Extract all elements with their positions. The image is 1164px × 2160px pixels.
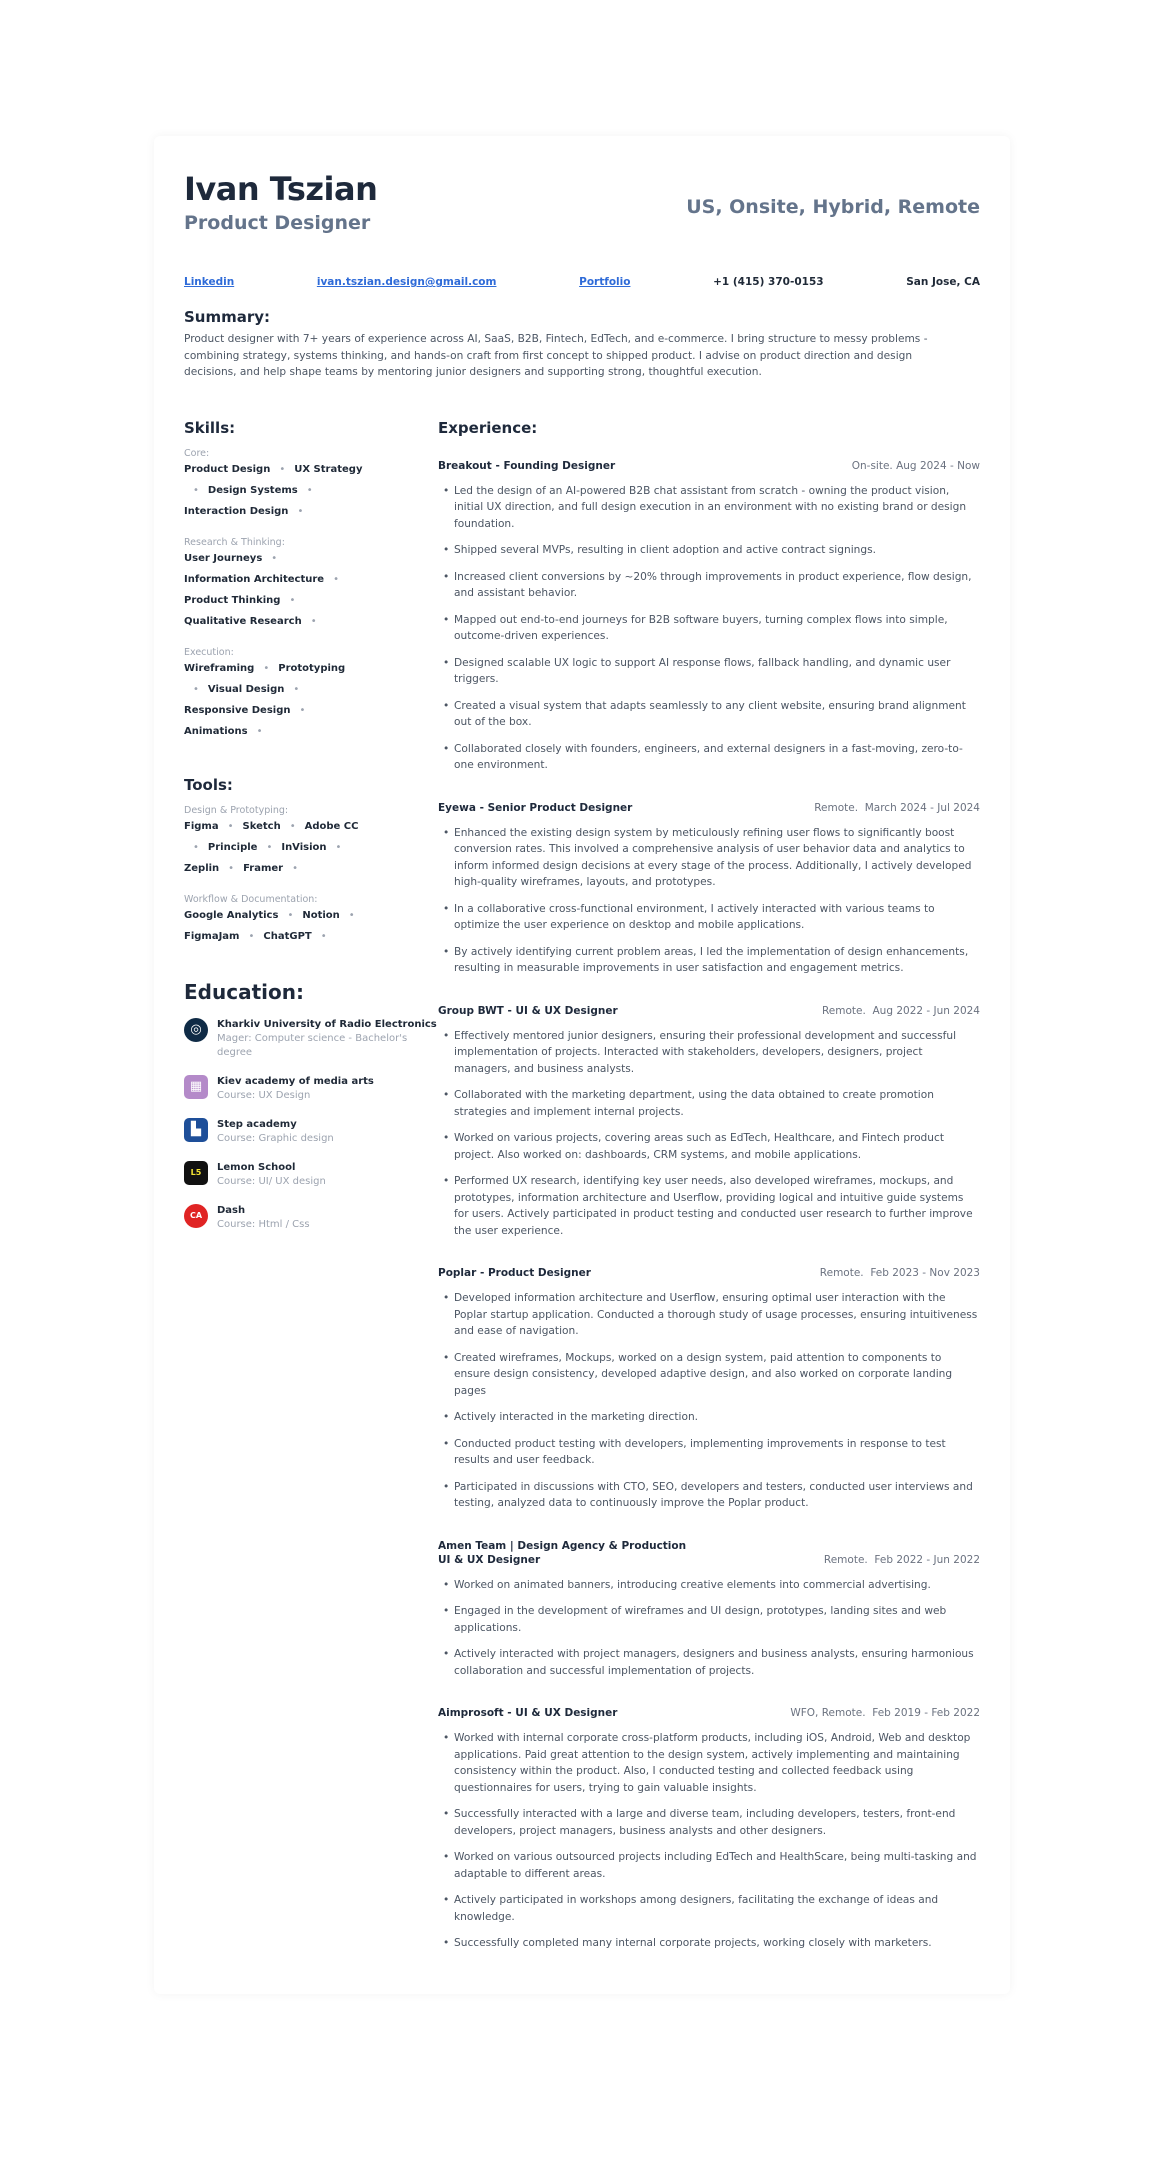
job-meta: Remote. Feb 2023 - Nov 2023 (819, 1267, 980, 1279)
job-bullets (438, 1577, 980, 1680)
tools-groups (184, 805, 438, 947)
experience-title: Experience: (438, 418, 538, 437)
job-bullet: • Increased client conversions by ~20% through improvements in product experience, flow design, and assistant behavior. (438, 569, 980, 602)
education-title: Education: (184, 979, 304, 1004)
job-bullet: • Led the design of an AI-powered B2B chat assistant from scratch - owning the product vision, initial UX direction, and full design execution in an environment with no existing brand or design foundation. (438, 483, 980, 533)
skills-groups (184, 448, 438, 742)
linkedin-link[interactable]: Linkedin (184, 276, 235, 288)
separator-dot: • (193, 841, 199, 853)
job-bullets (438, 483, 980, 774)
skills-group-label: Execution: (184, 646, 234, 658)
skills-chip: Prototyping (278, 662, 346, 674)
separator-dot: • (263, 662, 270, 674)
education-course: Course: UI/ UX design (217, 1175, 326, 1187)
job-entry (438, 459, 980, 774)
job-bullet: • By actively identifying current problem areas, I led the implementation of design enhancements, resulting in measurable improvements in user satisfaction and engagement metrics. (438, 944, 980, 977)
skills-chip: UX Strategy (294, 463, 363, 475)
resume-content (184, 170, 980, 1962)
separator-dot: • (292, 862, 298, 874)
job-bullet: • Created a visual system that adapts seamlessly to any client website, ensuring brand alignment out of the box. (438, 698, 980, 731)
job-bullet: • Worked on animated banners, introducing creative elements into commercial advertising. (438, 1577, 980, 1594)
tools-group-label: Workflow & Documentation: (184, 893, 318, 905)
education-name: Lemon School (217, 1161, 296, 1173)
separator-dot: • (293, 683, 300, 695)
job-bullets (438, 825, 980, 977)
experience-list (438, 459, 980, 1952)
job-header (438, 1004, 980, 1018)
separator-dot: • (266, 841, 273, 853)
resume-header (184, 170, 980, 236)
job-bullet: • Successfully interacted with a large and diverse team, including developers, testers, front-end developers, project managers, business analysts and other designers. (438, 1806, 980, 1839)
job-bullet: • Successfully completed many internal corporate projects, working closely with marketers. (438, 1935, 980, 1952)
job-meta: Remote. March 2024 - Jul 2024 (814, 801, 980, 814)
separator-dot: • (310, 615, 317, 627)
job-title-block (438, 1706, 617, 1720)
job-header (438, 1706, 980, 1720)
job-bullet: • Actively participated in workshops among designers, facilitating the exchange of ideas and knowledge. (438, 1892, 980, 1925)
skills-chip-list (184, 658, 364, 742)
skills-chip: Qualitative Research (184, 615, 302, 627)
job-bullet: • Shipped several MVPs, resulting in client adoption and active contract signings. (438, 542, 980, 559)
tools-chip: Google Analytics (184, 909, 279, 921)
separator-dot: • (193, 484, 199, 496)
lemon-school-logo-icon: L5 (184, 1161, 208, 1185)
job-bullets (438, 1290, 980, 1512)
job-meta: Remote. Aug 2022 - Jun 2024 (821, 1004, 980, 1017)
tools-title: Tools: (184, 775, 233, 794)
separator-dot: • (271, 552, 278, 564)
education-item (184, 1204, 438, 1232)
tools-chip: Notion (302, 909, 340, 921)
education-name: Dash (217, 1204, 246, 1216)
job-entry (438, 801, 980, 977)
tools-group-label: Design & Prototyping: (184, 804, 289, 816)
skills-chip: Wireframing (184, 662, 255, 674)
separator-dot: • (320, 930, 327, 942)
job-entry (438, 1004, 980, 1240)
city: San Jose, CA (906, 276, 980, 288)
job-title-block (438, 1266, 591, 1280)
tools-chip: ChatGPT (263, 930, 312, 942)
separator-dot: • (299, 704, 306, 716)
separator-dot: • (289, 594, 296, 606)
separator-dot: • (289, 820, 296, 832)
two-column-body (184, 419, 980, 1962)
job-header (438, 1266, 980, 1280)
job-bullets (438, 1730, 980, 1952)
job-header (438, 801, 980, 815)
skills-group-label: Research & Thinking: (184, 536, 285, 548)
job-bullet: • Worked with internal corporate cross-platform products, including iOS, Android, Web and desktop applications. Paid great attention to the design system, actively implementing and maintaining consistency within the product. Also, I conducted testing and collected feedback using questionnaires for users, trying to gain valuable insights. (438, 1730, 980, 1796)
tools-chip: Adobe CC (304, 820, 359, 832)
separator-dot: • (228, 862, 235, 874)
education-course: Course: UX Design (217, 1089, 311, 1101)
education-name: Kharkiv University of Radio Electronics (217, 1018, 437, 1030)
tools-chip: FigmaJam (184, 930, 240, 942)
separator-dot: • (248, 930, 255, 942)
separator-dot: • (297, 505, 304, 517)
education-item (184, 1018, 438, 1060)
job-bullet: • Collaborated with the marketing department, using the data obtained to create promotion strategies and implement internal projects. (438, 1087, 980, 1120)
job-bullet: • Engaged in the development of wireframes and UI design, prototypes, landing sites and web applications. (438, 1603, 980, 1636)
skills-chip: Responsive Design (184, 704, 291, 716)
skills-chip: Animations (184, 725, 248, 737)
job-title-block (438, 1004, 618, 1018)
tools-chip: Sketch (242, 820, 281, 832)
work-location: US, Onsite, Hybrid, Remote (686, 196, 980, 218)
job-bullet: • Conducted product testing with developers, implementing improvements in response to test results and user feedback. (438, 1436, 980, 1469)
job-bullets (438, 1028, 980, 1240)
job-entry (438, 1539, 980, 1680)
step-academy-logo-icon: ▙ (184, 1118, 208, 1142)
skills-chip-list (184, 548, 364, 632)
separator-dot: • (256, 725, 263, 737)
email-link[interactable]: ivan.tszian.design@gmail.com (316, 276, 497, 288)
job-bullet: • Designed scalable UX logic to support AI response flows, fallback handling, and dynamic user triggers. (438, 655, 980, 688)
university-logo-icon: ◎ (184, 1018, 208, 1042)
summary-title: Summary: (184, 308, 271, 326)
job-title: Group BWT - UI & UX Designer (438, 1004, 618, 1017)
skills-chip: Product Design (184, 463, 271, 475)
job-bullet: • Participated in discussions with CTO, SEO, developers and testers, conducted user interviews and testing, analyzed data to continuously improve the Poplar product. (438, 1479, 980, 1512)
job-entry (438, 1266, 980, 1512)
job-bullet: • Developed information architecture and Userflow, ensuring optimal user interaction with the Poplar startup application. Conducted a thorough study of usage processes, ensuring intuitiveness and ease of navigation. (438, 1290, 980, 1340)
job-title-block (438, 459, 615, 473)
education-text (217, 1161, 326, 1189)
job-bullet: • Created wireframes, Mockups, worked on a design system, paid attention to components to ensure design consistency, developed adaptive design, and also worked on corporate landing pages (438, 1350, 980, 1400)
tools-chip: Principle (207, 841, 258, 853)
skills-chip-list (184, 459, 364, 522)
job-title: Eyewa - Senior Product Designer (438, 801, 633, 814)
skills-chip: Design Systems (207, 484, 298, 496)
skills-chip: User Journeys (184, 552, 263, 564)
dash-logo-icon: CA (184, 1204, 208, 1228)
education-course: Course: Html / Css (217, 1218, 310, 1230)
right-column (438, 419, 980, 1962)
education-course: Mager: Computer science - Bachelor's degree (217, 1032, 408, 1058)
separator-dot: • (348, 909, 355, 921)
job-bullet: • Mapped out end-to-end journeys for B2B software buyers, turning complex flows into simple, outcome-driven experiences. (438, 612, 980, 645)
resume-sheet (154, 136, 1010, 1994)
left-column (184, 419, 438, 1962)
job-bullet: • Collaborated closely with founders, engineers, and external designers in a fast-moving, zero-to-one environment. (438, 741, 980, 774)
job-bullet: • Actively interacted with project managers, designers and business analysts, ensuring harmonious collaboration and successful implementation of projects. (438, 1646, 980, 1679)
skills-title: Skills: (184, 418, 236, 437)
job-title-block (438, 801, 632, 815)
job-bullet: • Worked on various outsourced projects including EdTech and HealthScare, being multi-tasking and adaptable to different areas. (438, 1849, 980, 1882)
separator-dot: • (287, 909, 294, 921)
education-item (184, 1075, 438, 1103)
job-subtitle: UI & UX Designer (438, 1553, 541, 1566)
separator-dot: • (279, 463, 286, 475)
education-item (184, 1161, 438, 1189)
separator-dot: • (333, 573, 339, 585)
job-title-block (438, 1539, 686, 1567)
separator-dot: • (335, 841, 342, 853)
contact-bar (184, 276, 980, 288)
education-course: Course: Graphic design (217, 1132, 334, 1144)
education-text (217, 1204, 310, 1232)
education-list (184, 1018, 438, 1232)
skills-chip: Interaction Design (184, 505, 289, 517)
candidate-name: Ivan Tszian (184, 170, 378, 208)
education-name: Step academy (217, 1118, 297, 1130)
separator-dot: • (227, 820, 234, 832)
job-title: Amen Team | Design Agency & Production (438, 1539, 687, 1552)
skills-chip: Visual Design (207, 683, 285, 695)
job-meta: WFO, Remote. Feb 2019 - Feb 2022 (790, 1707, 980, 1719)
tools-chip-list (184, 905, 364, 947)
tools-chip: Framer (243, 862, 284, 874)
job-bullet: • Performed UX research, identifying key user needs, also developed wireframes, mockups, and prototypes, information architecture and Userflow, providing logical and intuitive guide systems for users. Actively participated in product testing and conducted user research to further improve the user experience. (438, 1173, 980, 1239)
separator-dot: • (193, 683, 199, 695)
job-header (438, 459, 980, 473)
portfolio-link[interactable]: Portfolio (579, 276, 631, 288)
skills-chip: Information Architecture (184, 573, 325, 585)
education-text (217, 1118, 334, 1146)
phone-number: +1 (415) 370-0153 (713, 276, 824, 288)
job-meta: Remote. Feb 2022 - Jun 2022 (823, 1553, 980, 1566)
skills-group-label: Core: (184, 447, 210, 459)
job-meta: On-site. Aug 2024 - Now (851, 459, 980, 472)
job-title: Aimprosoft - UI & UX Designer (438, 1707, 618, 1719)
job-bullet: • Effectively mentored junior designers, ensuring their professional development and successful implementation of projects. Interacted with stakeholders, developers, designers, project managers, and business analysts. (438, 1028, 980, 1078)
tools-chip: InVision (281, 841, 327, 853)
summary-text: Product designer with 7+ years of experience across AI, SaaS, B2B, Fintech, EdTech, and e-commerce. I bring structure to messy problems - combining strategy, systems thinking, and hands-on craft from first concept to shipped product. I advise on product direction and design decisions, and help shape teams by mentoring junior designers and supporting strong, thoughtful execution. (184, 333, 928, 378)
candidate-role: Product Designer (184, 212, 371, 234)
education-item (184, 1118, 438, 1146)
job-bullet: • Worked on various projects, covering areas such as EdTech, Healthcare, and Fintech product project. Also worked on: dashboards, CRM systems, and mobile applications. (438, 1130, 980, 1163)
tools-chip: Zeplin (184, 862, 220, 874)
job-title: Breakout - Founding Designer (438, 459, 616, 472)
education-text (217, 1018, 438, 1060)
media-arts-logo-icon: ▦ (184, 1075, 208, 1099)
job-bullet: • Enhanced the existing design system by meticulously refining user flows to significantly boost conversion rates. This involved a comprehensive analysis of user behavior data and analytics to inform informed design decisions at every stage of the process. Additionally, I actively developed high-quality wireframes, layouts, and prototypes. (438, 825, 980, 891)
job-header (438, 1539, 980, 1567)
tools-chip-list (184, 816, 364, 879)
job-entry (438, 1706, 980, 1952)
education-text (217, 1075, 374, 1103)
tools-chip: Figma (184, 820, 219, 832)
education-name: Kiev academy of media arts (217, 1075, 374, 1087)
separator-dot: • (306, 484, 313, 496)
job-title: Poplar - Product Designer (438, 1267, 591, 1279)
job-bullet: • Actively interacted in the marketing direction. (438, 1409, 980, 1426)
skills-chip: Product Thinking (184, 594, 281, 606)
job-bullet: • In a collaborative cross-functional environment, I actively interacted with various teams to optimize the user experience on desktop and mobile applications. (438, 901, 980, 934)
